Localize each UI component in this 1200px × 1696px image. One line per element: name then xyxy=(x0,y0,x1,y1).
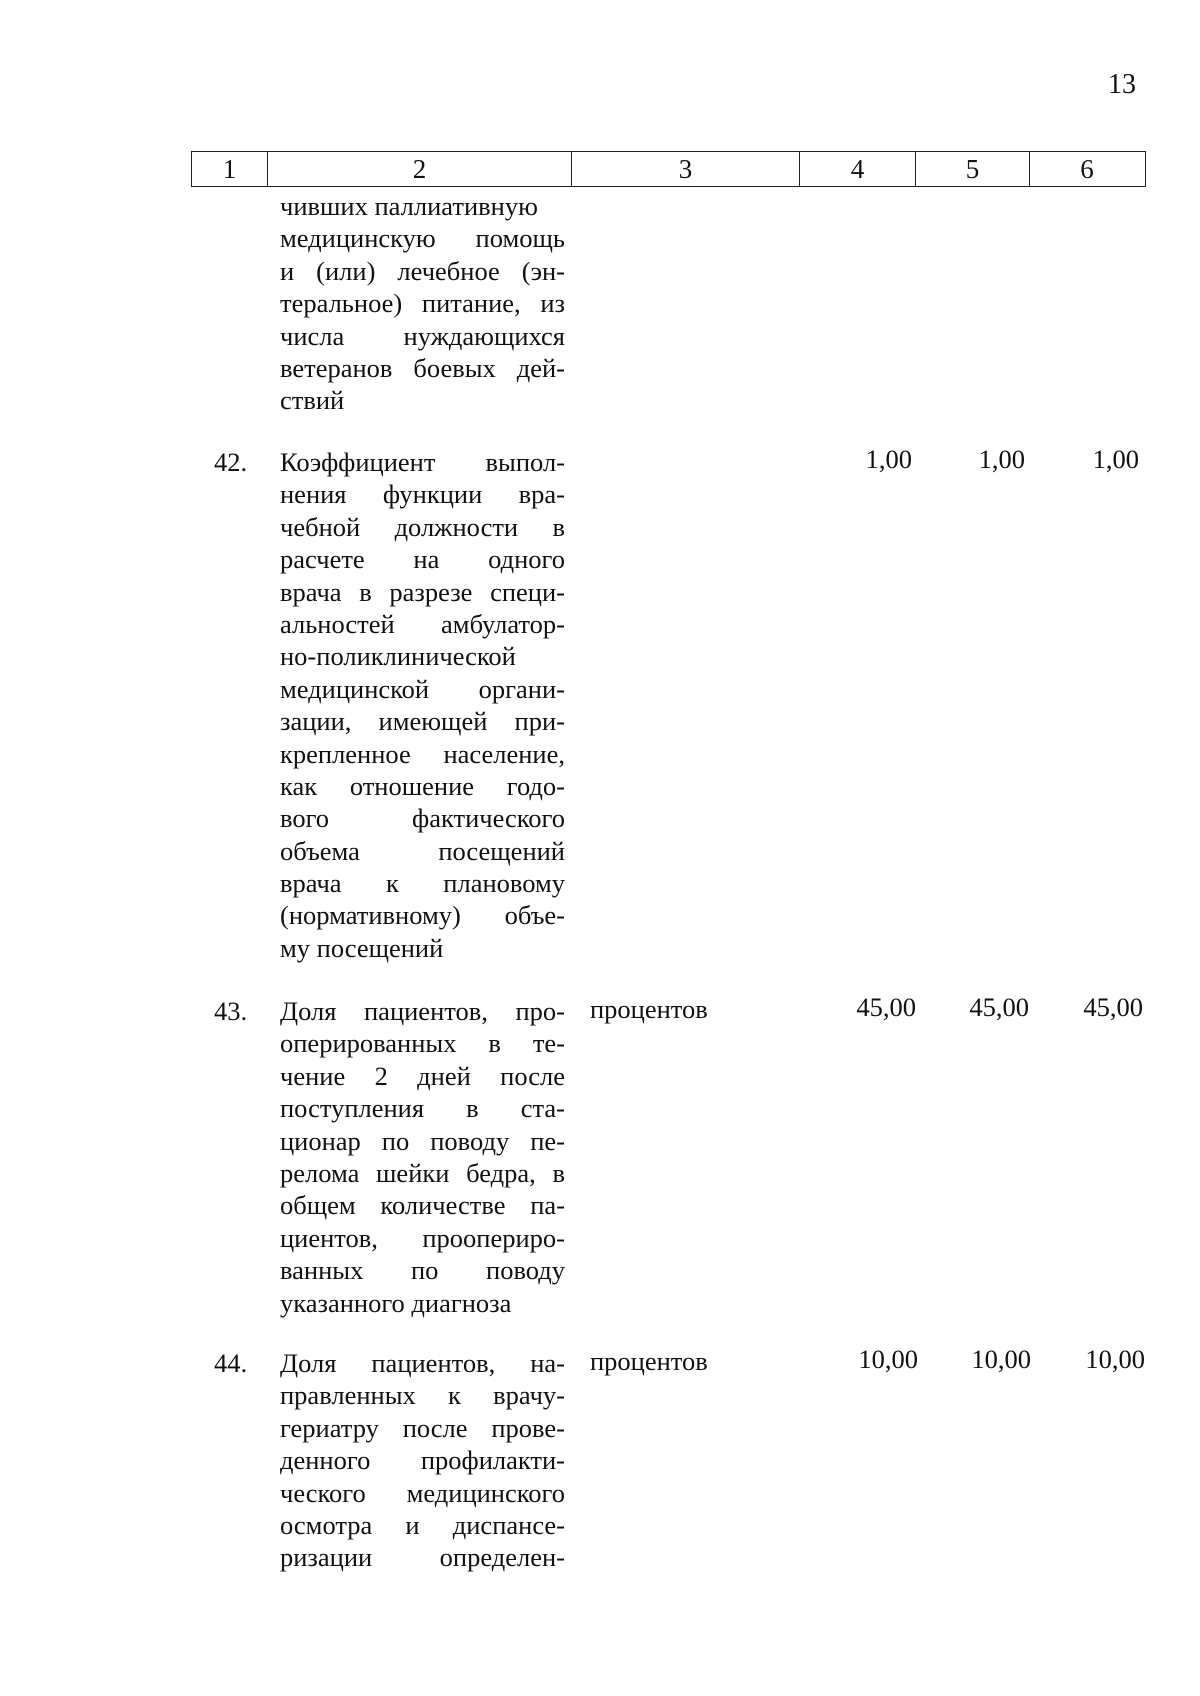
description-line: но-поликлинической xyxy=(280,641,516,672)
row-continuation-description xyxy=(280,190,565,417)
description-line: крепленное население, xyxy=(280,738,565,769)
description-line: ванных по поводу xyxy=(280,1255,565,1286)
description-line: альностей амбулатор- xyxy=(280,608,565,639)
description-line: Коэффициент выпол- xyxy=(280,447,565,477)
description-line: ционар по поводу пе- xyxy=(280,1125,565,1156)
header-col-3: 3 xyxy=(572,152,800,186)
description-line: нения функции вра- xyxy=(280,479,565,510)
description-line: Доля пациентов, на- xyxy=(280,1348,565,1378)
description-line: оперированных в те- xyxy=(280,1028,565,1059)
description-line: (нормативному) объе- xyxy=(280,900,565,931)
row-42-description xyxy=(280,446,565,964)
header-col-6: 6 xyxy=(1080,154,1094,184)
description-line: чивших паллиативную xyxy=(280,191,538,221)
row-43-description xyxy=(280,995,565,1319)
header-col-1: 1 xyxy=(192,152,268,186)
description-line: осмотра и диспансе- xyxy=(280,1509,565,1540)
value-col-6: 1,00 xyxy=(1092,444,1139,474)
description-line: релома шейки бедра, в xyxy=(280,1157,565,1188)
description-line: чебной должности в xyxy=(280,511,565,542)
description-line: и (или) лечебное (эн- xyxy=(280,255,565,286)
description-line: врача к плановому xyxy=(280,868,565,899)
description-line: му посещений xyxy=(280,932,444,963)
page-number: 13 xyxy=(1108,69,1136,100)
description-line: ризации определен- xyxy=(280,1542,565,1573)
description-line: правленных к врачу- xyxy=(280,1380,565,1411)
description-line: врача в разрезе специ- xyxy=(280,576,565,607)
unit-cell: процентов xyxy=(590,1346,708,1376)
row-44-description xyxy=(280,1347,565,1574)
header-col-4: 4 xyxy=(800,152,916,186)
value-col-4: 45,00 xyxy=(856,992,916,1022)
description-line: вого фактического xyxy=(280,803,565,834)
table-header-row xyxy=(191,151,1146,187)
description-line: чение 2 дней после xyxy=(280,1060,565,1091)
row-number: 42. xyxy=(214,447,248,477)
description-line: медицинскую помощь xyxy=(280,223,565,254)
value-col-5: 45,00 xyxy=(969,992,1029,1022)
value-col-5: 10,00 xyxy=(971,1344,1031,1374)
value-col-6: 45,00 xyxy=(1083,992,1143,1022)
row-number: 43. xyxy=(214,996,248,1026)
value-col-4: 1,00 xyxy=(865,444,912,474)
description-line: гериатру после прове- xyxy=(280,1412,565,1443)
description-line: как отношение годо- xyxy=(280,770,565,801)
header-col-5: 5 xyxy=(916,152,1030,186)
description-line: денного профилакти- xyxy=(280,1445,565,1476)
description-line: циентов, проопериро- xyxy=(280,1222,565,1253)
description-line: общем количестве па- xyxy=(280,1190,565,1221)
description-line: медицинской органи- xyxy=(280,673,565,704)
header-col-2: 2 xyxy=(268,152,572,186)
description-line: ческого медицинского xyxy=(280,1477,565,1508)
value-col-5: 1,00 xyxy=(978,444,1025,474)
unit-cell: процентов xyxy=(590,994,708,1024)
description-line: ствий xyxy=(280,385,345,416)
row-number: 44. xyxy=(214,1348,248,1378)
description-line: расчете на одного xyxy=(280,544,565,575)
description-line: указанного диагноза xyxy=(280,1287,512,1318)
description-line: Доля пациентов, про- xyxy=(280,996,565,1026)
value-col-6: 10,00 xyxy=(1085,1344,1145,1374)
description-line: поступления в ста- xyxy=(280,1093,565,1124)
description-line: теральное) питание, из xyxy=(280,288,565,319)
value-col-4: 10,00 xyxy=(858,1344,918,1374)
description-line: ветеранов боевых дей- xyxy=(280,352,565,383)
description-line: объема посещений xyxy=(280,835,565,866)
description-line: зации, имеющей при- xyxy=(280,706,565,737)
description-line: числа нуждающихся xyxy=(280,320,565,351)
